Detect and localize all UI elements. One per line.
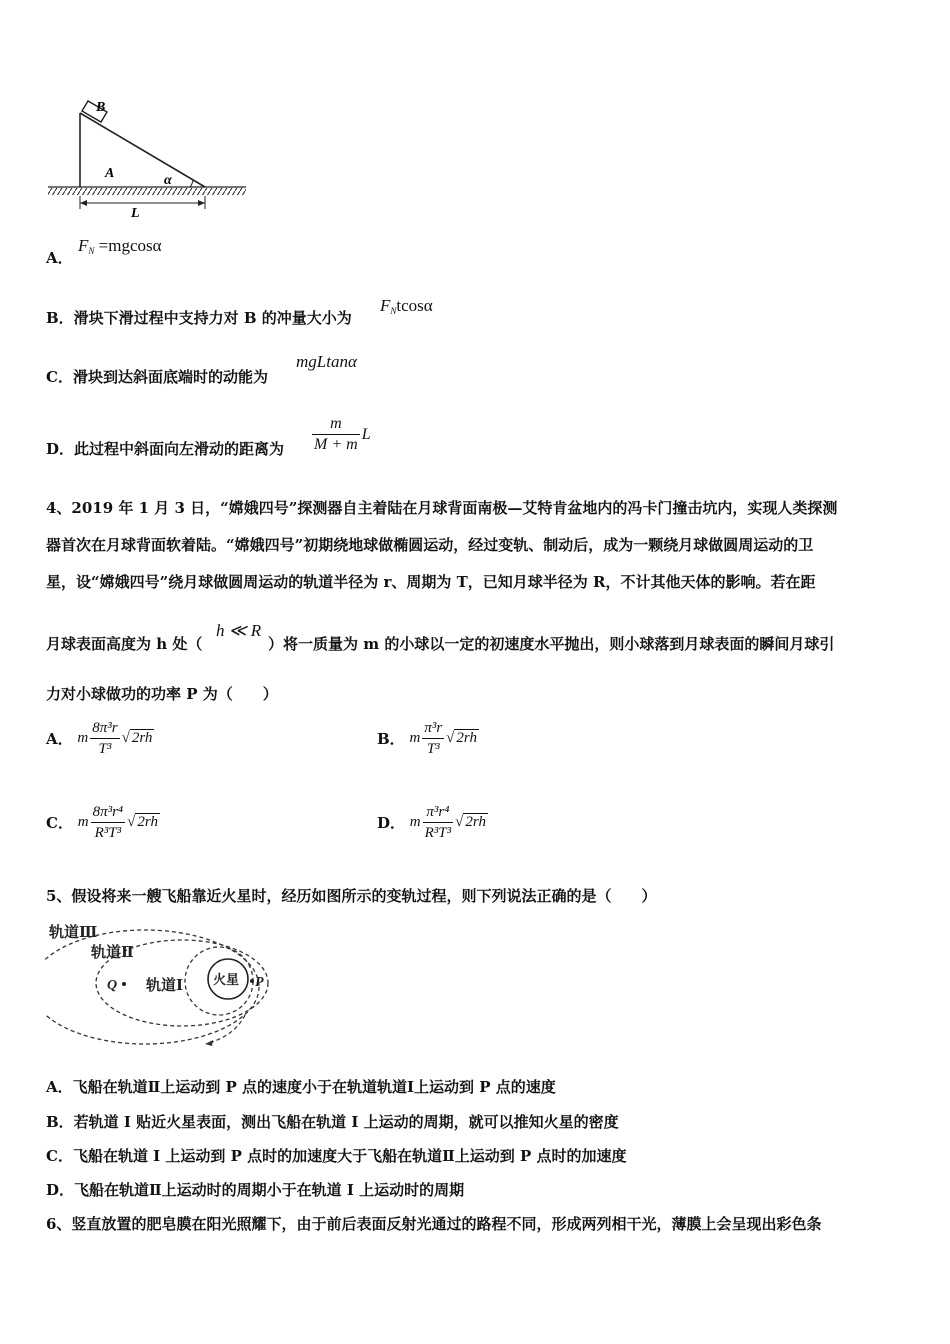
q4-line2: 器首次在月球背面软着陆。“嫦娥四号”初期绕地球做椭圆运动，经过变轨、制动后，成为一颗绕月球做圆周运动的卫 xyxy=(46,536,814,554)
fig2-q-label: Q xyxy=(107,978,118,993)
q4-option-c-num: 8π³r⁴ xyxy=(91,802,126,823)
q4-line4b: ）将一质量为 m 的小球以一定的初速度水平抛出，则小球落到月球表面的瞬间月球引 xyxy=(268,635,835,653)
q3-option-b-text: B．滑块下滑过程中支持力对 B 的冲量大小为 xyxy=(46,309,352,327)
q4-option-c: C． m $\frac{\text{8π³r⁴}}{\text{R³T³}}$ √ 2rh xyxy=(46,804,158,841)
q3-option-b-formula-tail: tcosα xyxy=(396,296,433,315)
q3-option-a-formula-tail: =mgcosα xyxy=(98,236,162,255)
q4-condition: h ≪ R xyxy=(216,621,262,640)
q3-option-b xyxy=(46,308,352,328)
fig2-orbit2-label: 轨道Ⅱ xyxy=(91,943,134,961)
q3-d-tail: L xyxy=(361,426,371,443)
q3-d-denominator: M + m xyxy=(314,436,358,453)
fig1-label-b: B xyxy=(96,100,106,115)
q3-option-b-formula: $F_Ntcos\alpha$ xyxy=(380,296,433,316)
fig1-label-alpha: α xyxy=(164,173,172,188)
q3-option-d-formula xyxy=(310,414,371,455)
q4-option-d: D． m $\frac{\text{π³r⁴}}{\text{R³T³}}$ √ 2rh xyxy=(377,804,486,841)
q5-option-b: B．若轨道 I 贴近火星表面，测出飞船在轨道 I 上运动的周期，就可以推知火星的密度 xyxy=(46,1113,619,1131)
q4-line3: 星，设“嫦娥四号”绕月球做圆周运动的轨道半径为 r、周期为 T，已知月球半径为 R，不计其他天体的影响。若在距 xyxy=(46,573,816,591)
q4-line4a: 月球表面高度为 h 处（ xyxy=(46,635,203,653)
q4-option-b-rad: 2rh xyxy=(456,730,477,746)
fig2-p-label: P xyxy=(255,975,264,990)
q4-option-a-num: 8π³r xyxy=(90,718,119,739)
q3-option-c xyxy=(46,367,268,387)
q4-option-b-num: π³r xyxy=(422,718,444,739)
q3-option-a xyxy=(46,248,73,268)
fig2-orbit1-label: 轨道Ⅰ xyxy=(146,976,184,994)
fig2-orbit3-label: 轨道Ⅲ xyxy=(49,923,98,941)
q3-option-a-formula: $F_N =mgcos\alpha$ xyxy=(78,236,162,256)
q3-option-c-formula: mgLtanα xyxy=(296,352,357,371)
q4-option-a: A． m $\frac{\text{8π³r}}{\text{T³}}$ √ 2rh xyxy=(46,720,153,757)
q5-option-d: D．飞船在轨道Ⅱ上运动时的周期小于在轨道 I 上运动时的周期 xyxy=(46,1181,465,1199)
q5-option-a: A．飞船在轨道Ⅱ上运动到 P 点的速度小于在轨道轨道Ⅰ上运动到 P 点的速度 xyxy=(46,1078,556,1096)
q3-option-a-label: A． xyxy=(46,249,73,267)
q4-option-b-den: T³ xyxy=(426,741,440,757)
q4-option-d-rad: 2rh xyxy=(465,814,486,830)
fig1-label-a: A xyxy=(105,166,115,181)
q5-option-c: C．飞船在轨道 I 上运动到 P 点时的加速度大于飞船在轨道Ⅱ上运动到 P 点时的加速度 xyxy=(46,1147,627,1165)
q4-option-b: B． m $\frac{\text{π³r}}{\text{T³}}$ √ 2rh xyxy=(377,720,477,757)
fig2-mars-label: 火星 xyxy=(213,973,240,988)
q4-option-d-den: R³T³ xyxy=(424,825,452,841)
orbit-figure xyxy=(45,915,280,1050)
q4-line5: 力对小球做功的功率 P 为（ ） xyxy=(46,685,278,703)
q4-option-d-label: D． xyxy=(377,814,406,832)
fig1-label-l: L xyxy=(131,206,140,221)
q3-option-c-text: C．滑块到达斜面底端时的动能为 xyxy=(46,368,268,386)
q4-option-c-den: R³T³ xyxy=(94,825,122,841)
q3-d-numerator: m xyxy=(312,414,360,435)
q3-option-d-text: D．此过程中斜面向左滑动的距离为 xyxy=(46,440,285,458)
q6-stem: 6、竖直放置的肥皂膜在阳光照耀下，由于前后表面反射光通过的路程不同，形成两列相干光，薄膜上会呈现出彩色条 xyxy=(46,1215,822,1233)
q4-line1: 4、2019 年 1 月 3 日，“嫦娥四号”探测器自主着陆在月球背面南极—艾特肯盆地内的冯卡门撞击坑内，实现人类探测 xyxy=(46,499,838,517)
q4-option-c-label: C． xyxy=(46,814,73,832)
incline-figure xyxy=(40,95,260,225)
q4-option-d-num: π³r⁴ xyxy=(423,802,454,823)
q4-option-c-rad: 2rh xyxy=(137,814,158,830)
q5-stem: 5、假设将来一艘飞船靠近火星时，经历如图所示的变轨过程，则下列说法正确的是（ ） xyxy=(46,887,657,905)
q4-option-b-label: B． xyxy=(377,730,405,748)
q4-option-a-label: A． xyxy=(46,730,73,748)
q4-option-a-rad: 2rh xyxy=(131,730,153,746)
q3-option-d xyxy=(46,439,284,459)
q4-option-a-den: T³ xyxy=(98,741,112,757)
